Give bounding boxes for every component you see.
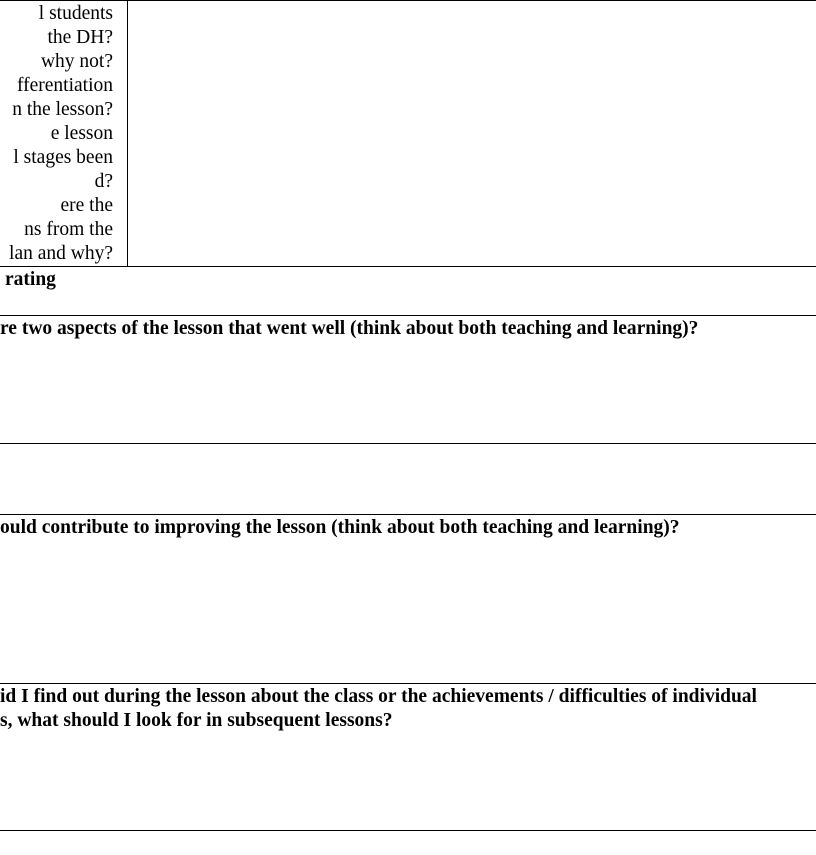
question-line: e lesson: [50, 123, 113, 144]
question-line: lan and why?: [9, 243, 113, 264]
question-line: why not?: [40, 51, 113, 72]
row-divider: [0, 514, 816, 515]
table-top-border: [0, 0, 816, 1]
row-divider: [0, 443, 816, 444]
question-line: l stages been: [13, 147, 113, 168]
question-line: n the lesson?: [12, 99, 113, 120]
find-out-label-line1: id I find out during the lesson about the class or the achievements / difficulties of individual: [0, 686, 757, 707]
row-divider: [0, 683, 816, 684]
question-line: d?: [94, 171, 113, 192]
column-divider: [127, 0, 128, 266]
find-out-label-line2: s, what should I look for in subsequent lessons?: [0, 710, 393, 731]
row-divider: [0, 315, 816, 316]
row-divider: [0, 266, 816, 267]
table-bottom-border: [0, 830, 816, 831]
went-well-label: re two aspects of the lesson that went well (think about both teaching and learning)?: [0, 318, 699, 339]
question-line: the DH?: [47, 27, 113, 48]
question-line: l students: [38, 3, 113, 24]
question-line: fferentiation: [16, 75, 113, 96]
questions-cell: [0, 2, 127, 266]
improve-label: ould contribute to improving the lesson (think about both teaching and learning)?: [0, 517, 680, 538]
question-line: ns from the: [24, 219, 113, 240]
rating-label: rating: [5, 269, 56, 290]
question-line: ere the: [60, 195, 113, 216]
